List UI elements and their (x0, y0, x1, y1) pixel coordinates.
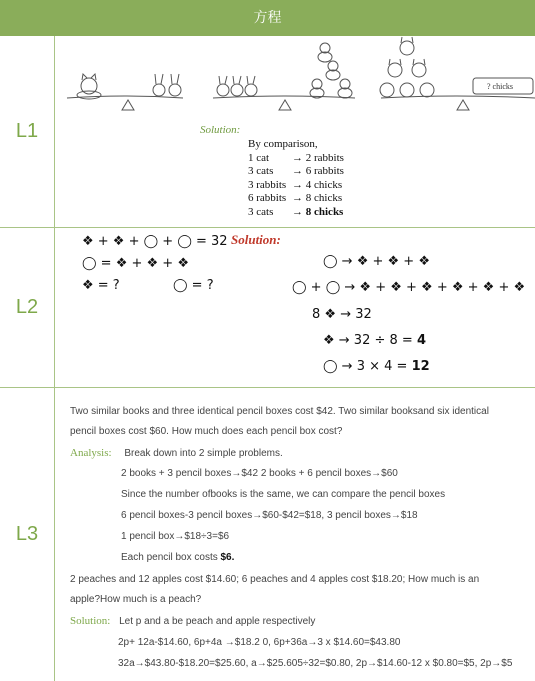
chicks-tag: ? chicks (487, 82, 513, 91)
solution-line: Solution: Let p and a be peach and apple respectively (70, 615, 316, 627)
given-equation-1: ❖ + ❖ + ◯ + ◯ = 32 (82, 234, 228, 249)
scale-beam-2 (213, 96, 355, 98)
step-2: ◯ + ◯ → ❖ + ❖ + ❖ + ❖ + ❖ + ❖ (292, 280, 526, 295)
row-l2-content (55, 228, 535, 387)
row-l3-content (55, 388, 535, 681)
question-1-line-1: Two similar books and three identical pencil boxes cost $42. Two similar booksand six identical (70, 406, 489, 417)
comparison-row: 3 cats → 8 chicks (248, 205, 344, 218)
row-l3 (0, 388, 535, 681)
given-equation-2: ◯ = ❖ + ❖ + ❖ (82, 256, 189, 271)
chick-group (310, 43, 352, 98)
cat-figure (77, 74, 101, 99)
cat-pyramid (380, 37, 434, 97)
scale-pivot-3 (457, 100, 469, 110)
l3-solution-label: Solution: (70, 615, 111, 627)
comparison-intro: By comparison, (248, 138, 318, 150)
comparison-row: 1 cat → 2 rabbits (248, 151, 344, 164)
analysis-step-5: 1 pencil box→$18÷3=$6 (121, 531, 230, 542)
rabbit-figures (153, 74, 181, 96)
row-l1-content (55, 36, 535, 227)
step-4: ❖ → 32 ÷ 8 = 4 (323, 333, 426, 348)
analysis-step-4: 6 pencil boxes-3 pencil boxes→$60-$42=$18, 3 pencil boxes→$18 (121, 510, 418, 521)
comparison-row: 3 cats → 6 rabbits (248, 165, 344, 178)
row-label-l2: L2 (0, 228, 55, 387)
l1-comparison-block (248, 138, 344, 220)
scale-beam-1 (67, 96, 183, 98)
step-1: ◯ → ❖ + ❖ + ❖ (323, 254, 430, 269)
analysis-step-6: Each pencil box costs $6. (121, 552, 235, 563)
row-label-l1: L1 (0, 36, 55, 227)
row-l1 (0, 36, 535, 228)
analysis-line: Analysis: Break down into 2 simple problems. (70, 447, 283, 459)
rabbit-group (217, 76, 257, 96)
balance-scales-illustration (55, 36, 535, 118)
row-l2 (0, 228, 535, 388)
header-title: 方程 (253, 10, 282, 26)
l1-solution-label: Solution: (200, 124, 241, 136)
question-2-line-2: apple?How much is a peach? (70, 594, 202, 605)
ask-circle: ◯ = ? (173, 278, 214, 293)
row-label-l3: L3 (0, 388, 55, 681)
ask-clover: ❖ = ? (82, 278, 120, 293)
page-header (0, 0, 535, 36)
l2-solution-label: Solution: (231, 232, 281, 247)
analysis-step-3: Since the number ofbooks is the same, we can compare the pencil boxes (121, 489, 446, 500)
question-2-line-1: 2 peaches and 12 apples cost $14.60; 6 peaches and 4 apples cost $18.20; How much is an (70, 574, 480, 585)
step-3: 8 ❖ → 32 (312, 307, 372, 322)
comparison-row: 6 rabbits → 8 chicks (248, 192, 343, 205)
solution-step-2: 2p+ 12a-$14.60, 6p+4a →$18.2 0, 6p+36a→3 x $14.60=$43.80 (118, 637, 401, 648)
comparison-row: 3 rabbits → 4 chicks (248, 178, 343, 191)
scale-pivot-1 (122, 100, 134, 110)
solution-step-3: 32a→$43.80-$18.20=$25.60, a→$25.605÷32=$0.80, 2p→$14.60-12 x $0.80=$5, 2p→$5 (118, 658, 513, 669)
analysis-label: Analysis: (70, 447, 112, 459)
question-1-line-2: pencil boxes cost $60. How much does each pencil box cost? (70, 426, 343, 437)
analysis-step-2: 2 books + 3 pencil boxes→$42 2 books + 6 pencil boxes→$60 (121, 468, 398, 479)
scale-pivot-2 (279, 100, 291, 110)
step-5: ◯ → 3 × 4 = 12 (323, 359, 430, 374)
